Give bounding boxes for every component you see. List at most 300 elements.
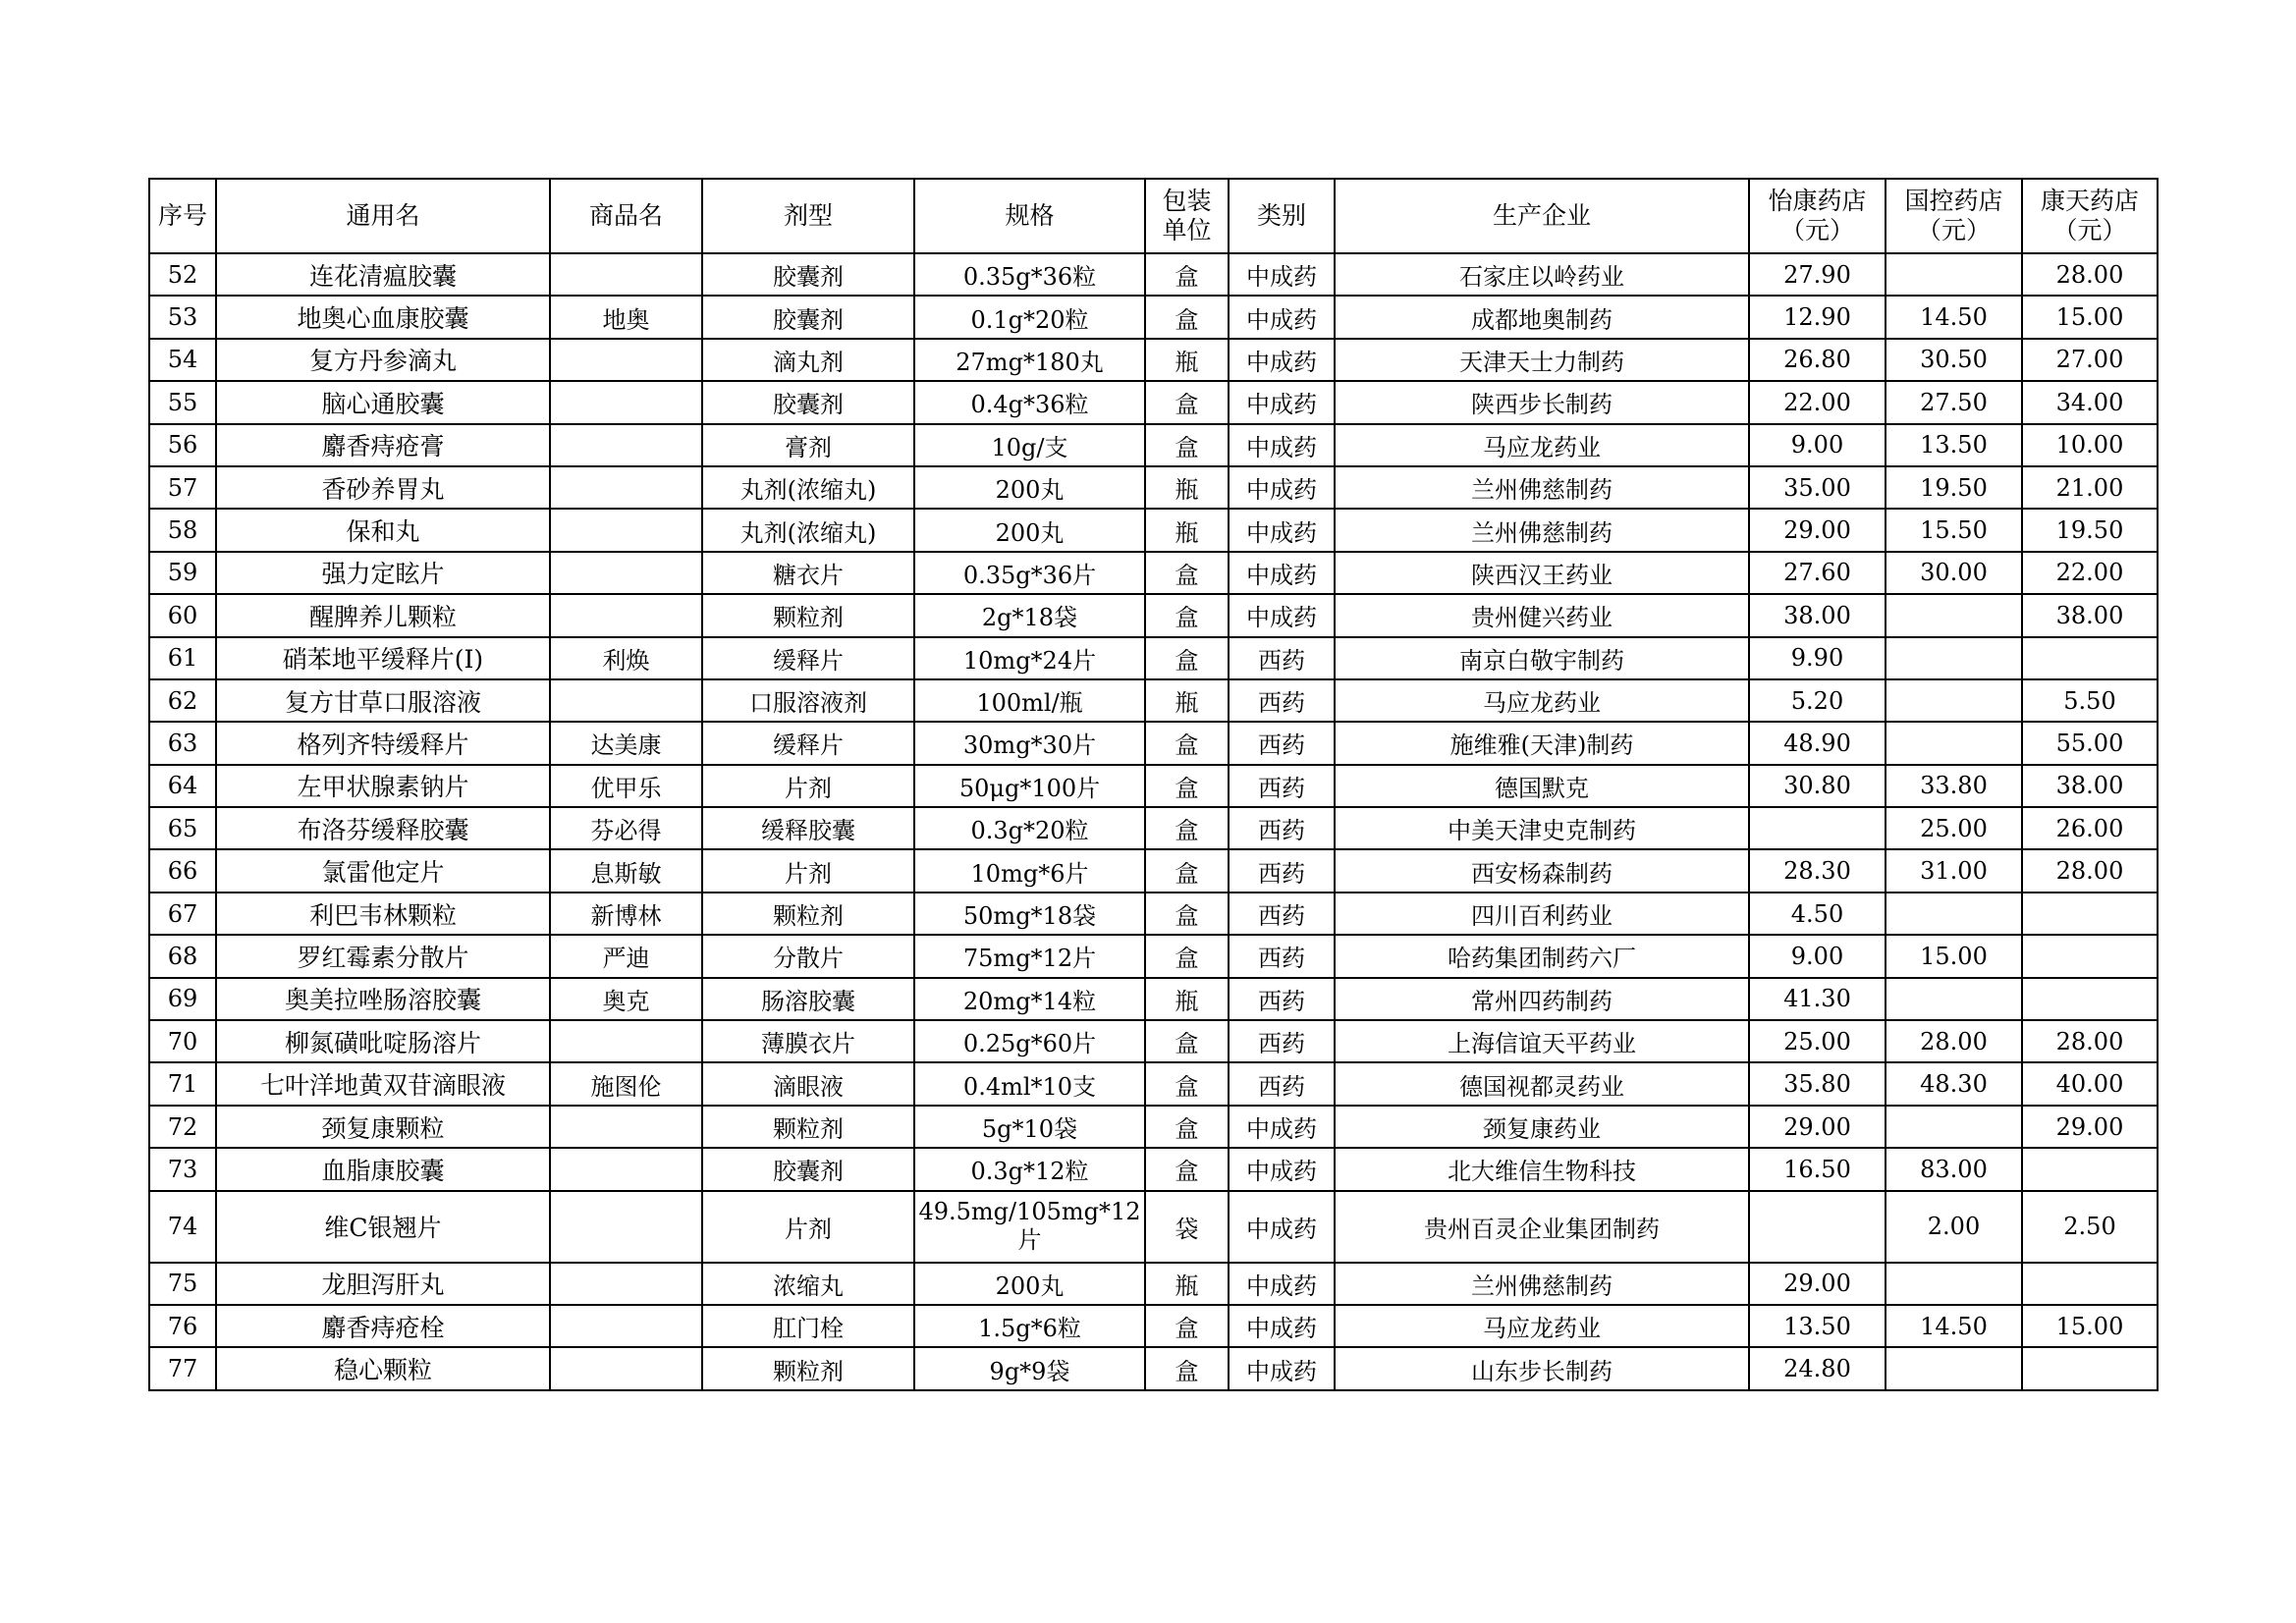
cell-brand-name (550, 1191, 702, 1263)
cell-unit: 盒 (1145, 296, 1229, 338)
column-header-price-yikang: 怡康药店 （元） (1749, 179, 1886, 253)
cell-spec: 9g*9袋 (914, 1347, 1145, 1389)
cell-generic-name: 复方丹参滴丸 (216, 339, 550, 381)
cell-price-kangtian (2022, 935, 2158, 977)
cell-generic-name: 血脂康胶囊 (216, 1148, 550, 1190)
cell-price-yikang: 30.80 (1749, 765, 1886, 807)
cell-dosage-form: 片剂 (702, 1191, 914, 1263)
cell-brand-name: 新博林 (550, 893, 702, 935)
cell-spec: 200丸 (914, 466, 1145, 509)
cell-category: 中成药 (1229, 1263, 1335, 1305)
cell-spec: 50μg*100片 (914, 765, 1145, 807)
cell-manufacturer: 北大维信生物科技 (1335, 1148, 1749, 1190)
table-row (149, 339, 2158, 381)
cell-brand-name: 芬必得 (550, 807, 702, 849)
cell-spec: 10mg*6片 (914, 849, 1145, 892)
cell-dosage-form: 胶囊剂 (702, 253, 914, 296)
cell-price-kangtian (2022, 978, 2158, 1020)
column-header-spec: 规格 (914, 179, 1145, 253)
cell-manufacturer: 西安杨森制药 (1335, 849, 1749, 892)
cell-price-kangtian: 34.00 (2022, 381, 2158, 423)
cell-price-yikang: 9.90 (1749, 637, 1886, 679)
cell-spec: 0.4g*36粒 (914, 381, 1145, 423)
cell-spec: 20mg*14粒 (914, 978, 1145, 1020)
drug-price-table (148, 178, 2159, 1391)
cell-price-guokong: 15.50 (1886, 509, 2022, 551)
cell-no: 63 (149, 722, 216, 764)
cell-manufacturer: 马应龙药业 (1335, 424, 1749, 466)
cell-generic-name: 布洛芬缓释胶囊 (216, 807, 550, 849)
table-row (149, 552, 2158, 594)
cell-no: 68 (149, 935, 216, 977)
cell-no: 67 (149, 893, 216, 935)
cell-price-yikang: 16.50 (1749, 1148, 1886, 1190)
cell-brand-name (550, 253, 702, 296)
cell-no: 62 (149, 679, 216, 722)
cell-dosage-form: 缓释片 (702, 637, 914, 679)
cell-unit: 瓶 (1145, 978, 1229, 1020)
cell-no: 52 (149, 253, 216, 296)
column-header-no: 序号 (149, 179, 216, 253)
cell-unit: 盒 (1145, 1347, 1229, 1389)
cell-price-kangtian: 21.00 (2022, 466, 2158, 509)
cell-price-guokong (1886, 978, 2022, 1020)
cell-unit: 盒 (1145, 381, 1229, 423)
cell-price-kangtian: 15.00 (2022, 1305, 2158, 1347)
cell-dosage-form: 颗粒剂 (702, 1347, 914, 1389)
cell-category: 西药 (1229, 1062, 1335, 1105)
cell-category: 中成药 (1229, 1106, 1335, 1148)
cell-no: 64 (149, 765, 216, 807)
cell-brand-name (550, 381, 702, 423)
cell-price-kangtian: 26.00 (2022, 807, 2158, 849)
cell-price-kangtian: 22.00 (2022, 552, 2158, 594)
cell-price-guokong: 14.50 (1886, 296, 2022, 338)
cell-unit: 瓶 (1145, 679, 1229, 722)
cell-generic-name: 利巴韦林颗粒 (216, 893, 550, 935)
cell-manufacturer: 兰州佛慈制药 (1335, 466, 1749, 509)
cell-spec: 10mg*24片 (914, 637, 1145, 679)
cell-dosage-form: 片剂 (702, 765, 914, 807)
cell-price-guokong (1886, 1347, 2022, 1389)
cell-dosage-form: 颗粒剂 (702, 594, 914, 636)
table-row (149, 1062, 2158, 1105)
cell-price-guokong: 27.50 (1886, 381, 2022, 423)
cell-unit: 盒 (1145, 722, 1229, 764)
column-header-generic-name: 通用名 (216, 179, 550, 253)
cell-generic-name: 颈复康颗粒 (216, 1106, 550, 1148)
cell-brand-name: 优甲乐 (550, 765, 702, 807)
cell-price-guokong: 25.00 (1886, 807, 2022, 849)
table-row (149, 765, 2158, 807)
cell-price-kangtian: 38.00 (2022, 594, 2158, 636)
cell-price-guokong (1886, 722, 2022, 764)
cell-price-kangtian: 15.00 (2022, 296, 2158, 338)
table-row (149, 893, 2158, 935)
cell-brand-name: 严迪 (550, 935, 702, 977)
cell-category: 西药 (1229, 849, 1335, 892)
cell-price-guokong (1886, 679, 2022, 722)
cell-price-guokong: 15.00 (1886, 935, 2022, 977)
cell-brand-name (550, 466, 702, 509)
cell-generic-name: 麝香痔疮栓 (216, 1305, 550, 1347)
cell-category: 中成药 (1229, 466, 1335, 509)
cell-dosage-form: 胶囊剂 (702, 296, 914, 338)
cell-spec: 5g*10袋 (914, 1106, 1145, 1148)
cell-manufacturer: 德国视都灵药业 (1335, 1062, 1749, 1105)
cell-price-kangtian (2022, 637, 2158, 679)
cell-price-yikang: 24.80 (1749, 1347, 1886, 1389)
cell-no: 65 (149, 807, 216, 849)
cell-manufacturer: 天津天士力制药 (1335, 339, 1749, 381)
cell-no: 75 (149, 1263, 216, 1305)
table-row (149, 253, 2158, 296)
column-header-category: 类别 (1229, 179, 1335, 253)
cell-spec: 0.4ml*10支 (914, 1062, 1145, 1105)
cell-generic-name: 醒脾养儿颗粒 (216, 594, 550, 636)
cell-price-yikang (1749, 807, 1886, 849)
cell-brand-name (550, 424, 702, 466)
cell-dosage-form: 胶囊剂 (702, 1148, 914, 1190)
cell-dosage-form: 肛门栓 (702, 1305, 914, 1347)
cell-price-guokong (1886, 1263, 2022, 1305)
cell-price-yikang: 35.80 (1749, 1062, 1886, 1105)
cell-spec: 100ml/瓶 (914, 679, 1145, 722)
cell-no: 70 (149, 1020, 216, 1062)
cell-generic-name: 龙胆泻肝丸 (216, 1263, 550, 1305)
cell-price-yikang: 9.00 (1749, 935, 1886, 977)
table-row (149, 1305, 2158, 1347)
cell-spec: 0.35g*36粒 (914, 253, 1145, 296)
cell-price-kangtian (2022, 1148, 2158, 1190)
cell-price-guokong: 48.30 (1886, 1062, 2022, 1105)
cell-price-yikang: 27.90 (1749, 253, 1886, 296)
cell-unit: 盒 (1145, 1305, 1229, 1347)
cell-no: 60 (149, 594, 216, 636)
cell-price-guokong: 2.00 (1886, 1191, 2022, 1263)
cell-generic-name: 奥美拉唑肠溶胶囊 (216, 978, 550, 1020)
cell-generic-name: 硝苯地平缓释片(Ⅰ) (216, 637, 550, 679)
cell-spec: 75mg*12片 (914, 935, 1145, 977)
cell-generic-name: 麝香痔疮膏 (216, 424, 550, 466)
cell-unit: 盒 (1145, 424, 1229, 466)
cell-brand-name (550, 552, 702, 594)
cell-unit: 盒 (1145, 1148, 1229, 1190)
cell-price-kangtian (2022, 1263, 2158, 1305)
cell-manufacturer: 马应龙药业 (1335, 679, 1749, 722)
cell-price-yikang: 26.80 (1749, 339, 1886, 381)
cell-dosage-form: 片剂 (702, 849, 914, 892)
cell-manufacturer: 马应龙药业 (1335, 1305, 1749, 1347)
cell-generic-name: 强力定眩片 (216, 552, 550, 594)
cell-dosage-form: 分散片 (702, 935, 914, 977)
column-header-price-kangtian: 康天药店 （元） (2022, 179, 2158, 253)
cell-price-kangtian: 19.50 (2022, 509, 2158, 551)
cell-price-kangtian (2022, 893, 2158, 935)
table-row (149, 296, 2158, 338)
table-row (149, 381, 2158, 423)
cell-dosage-form: 胶囊剂 (702, 381, 914, 423)
cell-price-yikang: 38.00 (1749, 594, 1886, 636)
cell-brand-name (550, 1020, 702, 1062)
cell-category: 西药 (1229, 637, 1335, 679)
cell-dosage-form: 浓缩丸 (702, 1263, 914, 1305)
cell-generic-name: 连花清瘟胶囊 (216, 253, 550, 296)
cell-price-kangtian: 5.50 (2022, 679, 2158, 722)
cell-price-yikang: 4.50 (1749, 893, 1886, 935)
cell-price-kangtian: 2.50 (2022, 1191, 2158, 1263)
cell-price-yikang: 9.00 (1749, 424, 1886, 466)
cell-manufacturer: 贵州百灵企业集团制药 (1335, 1191, 1749, 1263)
cell-dosage-form: 缓释胶囊 (702, 807, 914, 849)
cell-generic-name: 柳氮磺吡啶肠溶片 (216, 1020, 550, 1062)
cell-price-kangtian: 55.00 (2022, 722, 2158, 764)
table-row (149, 1191, 2158, 1263)
cell-manufacturer: 德国默克 (1335, 765, 1749, 807)
cell-generic-name: 稳心颗粒 (216, 1347, 550, 1389)
cell-no: 59 (149, 552, 216, 594)
cell-unit: 盒 (1145, 1062, 1229, 1105)
cell-price-guokong: 14.50 (1886, 1305, 2022, 1347)
cell-unit: 瓶 (1145, 339, 1229, 381)
cell-category: 中成药 (1229, 552, 1335, 594)
cell-price-yikang: 29.00 (1749, 1263, 1886, 1305)
cell-brand-name: 息斯敏 (550, 849, 702, 892)
table-row (149, 594, 2158, 636)
cell-unit: 盒 (1145, 1106, 1229, 1148)
cell-unit: 瓶 (1145, 466, 1229, 509)
cell-price-yikang: 48.90 (1749, 722, 1886, 764)
cell-no: 61 (149, 637, 216, 679)
cell-dosage-form: 糖衣片 (702, 552, 914, 594)
cell-price-kangtian: 28.00 (2022, 253, 2158, 296)
cell-price-guokong (1886, 1106, 2022, 1148)
cell-manufacturer: 山东步长制药 (1335, 1347, 1749, 1389)
cell-price-kangtian: 28.00 (2022, 1020, 2158, 1062)
table-row (149, 807, 2158, 849)
cell-brand-name: 利焕 (550, 637, 702, 679)
cell-unit: 盒 (1145, 637, 1229, 679)
cell-spec: 1.5g*6粒 (914, 1305, 1145, 1347)
cell-category: 西药 (1229, 765, 1335, 807)
cell-generic-name: 格列齐特缓释片 (216, 722, 550, 764)
cell-manufacturer: 哈药集团制药六厂 (1335, 935, 1749, 977)
table-row (149, 424, 2158, 466)
cell-brand-name: 施图伦 (550, 1062, 702, 1105)
cell-price-yikang: 12.90 (1749, 296, 1886, 338)
cell-price-yikang: 29.00 (1749, 509, 1886, 551)
cell-brand-name (550, 1148, 702, 1190)
cell-dosage-form: 滴眼液 (702, 1062, 914, 1105)
cell-price-guokong: 13.50 (1886, 424, 2022, 466)
cell-unit: 盒 (1145, 594, 1229, 636)
cell-category: 西药 (1229, 1020, 1335, 1062)
cell-category: 西药 (1229, 807, 1335, 849)
cell-spec: 0.3g*12粒 (914, 1148, 1145, 1190)
cell-price-yikang: 27.60 (1749, 552, 1886, 594)
cell-price-kangtian: 38.00 (2022, 765, 2158, 807)
cell-brand-name (550, 509, 702, 551)
cell-unit: 袋 (1145, 1191, 1229, 1263)
cell-brand-name (550, 594, 702, 636)
cell-price-guokong: 28.00 (1886, 1020, 2022, 1062)
cell-category: 中成药 (1229, 1347, 1335, 1389)
cell-spec: 50mg*18袋 (914, 893, 1145, 935)
cell-unit: 瓶 (1145, 1263, 1229, 1305)
column-header-dosage-form: 剂型 (702, 179, 914, 253)
cell-category: 西药 (1229, 935, 1335, 977)
cell-generic-name: 复方甘草口服溶液 (216, 679, 550, 722)
cell-category: 中成药 (1229, 381, 1335, 423)
cell-no: 55 (149, 381, 216, 423)
cell-dosage-form: 薄膜衣片 (702, 1020, 914, 1062)
cell-manufacturer: 上海信谊天平药业 (1335, 1020, 1749, 1062)
cell-dosage-form: 肠溶胶囊 (702, 978, 914, 1020)
cell-brand-name (550, 1263, 702, 1305)
cell-price-guokong: 30.00 (1886, 552, 2022, 594)
cell-category: 中成药 (1229, 1191, 1335, 1263)
cell-spec: 0.35g*36片 (914, 552, 1145, 594)
table-row (149, 1347, 2158, 1389)
cell-unit: 盒 (1145, 893, 1229, 935)
table-row (149, 849, 2158, 892)
cell-spec: 200丸 (914, 509, 1145, 551)
cell-unit: 盒 (1145, 552, 1229, 594)
cell-manufacturer: 施维雅(天津)制药 (1335, 722, 1749, 764)
cell-no: 76 (149, 1305, 216, 1347)
cell-manufacturer: 陕西汉王药业 (1335, 552, 1749, 594)
cell-brand-name (550, 339, 702, 381)
cell-price-kangtian: 29.00 (2022, 1106, 2158, 1148)
cell-brand-name: 地奥 (550, 296, 702, 338)
cell-dosage-form: 颗粒剂 (702, 893, 914, 935)
cell-price-guokong: 31.00 (1886, 849, 2022, 892)
cell-generic-name: 七叶洋地黄双苷滴眼液 (216, 1062, 550, 1105)
table-header (149, 179, 2158, 253)
cell-no: 71 (149, 1062, 216, 1105)
cell-price-guokong: 19.50 (1886, 466, 2022, 509)
cell-generic-name: 脑心通胶囊 (216, 381, 550, 423)
cell-price-kangtian: 28.00 (2022, 849, 2158, 892)
cell-price-yikang: 28.30 (1749, 849, 1886, 892)
cell-manufacturer: 石家庄以岭药业 (1335, 253, 1749, 296)
cell-unit: 盒 (1145, 1020, 1229, 1062)
cell-manufacturer: 常州四药制药 (1335, 978, 1749, 1020)
cell-category: 中成药 (1229, 339, 1335, 381)
cell-category: 西药 (1229, 722, 1335, 764)
cell-dosage-form: 丸剂(浓缩丸) (702, 466, 914, 509)
cell-spec: 2g*18袋 (914, 594, 1145, 636)
cell-brand-name (550, 679, 702, 722)
cell-no: 56 (149, 424, 216, 466)
cell-brand-name (550, 1347, 702, 1389)
table-row (149, 466, 2158, 509)
cell-no: 54 (149, 339, 216, 381)
cell-dosage-form: 丸剂(浓缩丸) (702, 509, 914, 551)
cell-price-kangtian: 10.00 (2022, 424, 2158, 466)
cell-price-guokong: 83.00 (1886, 1148, 2022, 1190)
cell-category: 中成药 (1229, 296, 1335, 338)
cell-price-kangtian: 40.00 (2022, 1062, 2158, 1105)
cell-manufacturer: 四川百利药业 (1335, 893, 1749, 935)
cell-unit: 瓶 (1145, 509, 1229, 551)
cell-spec: 0.1g*20粒 (914, 296, 1145, 338)
cell-manufacturer: 陕西步长制药 (1335, 381, 1749, 423)
column-header-price-guokong: 国控药店 （元） (1886, 179, 2022, 253)
cell-generic-name: 左甲状腺素钠片 (216, 765, 550, 807)
cell-price-guokong (1886, 893, 2022, 935)
cell-no: 73 (149, 1148, 216, 1190)
cell-dosage-form: 滴丸剂 (702, 339, 914, 381)
table-row (149, 935, 2158, 977)
cell-price-yikang: 13.50 (1749, 1305, 1886, 1347)
table-row (149, 509, 2158, 551)
table-row (149, 1106, 2158, 1148)
cell-unit: 盒 (1145, 849, 1229, 892)
cell-price-guokong (1886, 253, 2022, 296)
table-row (149, 978, 2158, 1020)
cell-category: 中成药 (1229, 1148, 1335, 1190)
cell-price-guokong: 33.80 (1886, 765, 2022, 807)
cell-brand-name: 奥克 (550, 978, 702, 1020)
cell-spec: 30mg*30片 (914, 722, 1145, 764)
cell-manufacturer: 兰州佛慈制药 (1335, 1263, 1749, 1305)
cell-manufacturer: 兰州佛慈制药 (1335, 509, 1749, 551)
column-header-brand-name: 商品名 (550, 179, 702, 253)
table-row (149, 679, 2158, 722)
cell-spec: 10g/支 (914, 424, 1145, 466)
table-row (149, 1263, 2158, 1305)
cell-no: 69 (149, 978, 216, 1020)
cell-price-yikang: 22.00 (1749, 381, 1886, 423)
table-row (149, 1148, 2158, 1190)
cell-generic-name: 保和丸 (216, 509, 550, 551)
cell-spec: 27mg*180丸 (914, 339, 1145, 381)
cell-spec: 0.3g*20粒 (914, 807, 1145, 849)
cell-no: 74 (149, 1191, 216, 1263)
table-row (149, 637, 2158, 679)
header-row (149, 179, 2158, 253)
cell-price-yikang: 29.00 (1749, 1106, 1886, 1148)
cell-generic-name: 香砂养胃丸 (216, 466, 550, 509)
cell-unit: 盒 (1145, 253, 1229, 296)
cell-category: 中成药 (1229, 1305, 1335, 1347)
cell-generic-name: 罗红霉素分散片 (216, 935, 550, 977)
table-body (149, 253, 2158, 1390)
cell-brand-name (550, 1305, 702, 1347)
cell-price-yikang: 25.00 (1749, 1020, 1886, 1062)
cell-manufacturer: 颈复康药业 (1335, 1106, 1749, 1148)
cell-category: 中成药 (1229, 424, 1335, 466)
cell-category: 中成药 (1229, 253, 1335, 296)
cell-manufacturer: 南京白敬宇制药 (1335, 637, 1749, 679)
cell-brand-name: 达美康 (550, 722, 702, 764)
cell-generic-name: 氯雷他定片 (216, 849, 550, 892)
cell-category: 西药 (1229, 978, 1335, 1020)
cell-price-yikang: 5.20 (1749, 679, 1886, 722)
cell-unit: 盒 (1145, 935, 1229, 977)
cell-no: 53 (149, 296, 216, 338)
cell-price-guokong: 30.50 (1886, 339, 2022, 381)
cell-price-kangtian: 27.00 (2022, 339, 2158, 381)
cell-no: 58 (149, 509, 216, 551)
cell-dosage-form: 颗粒剂 (702, 1106, 914, 1148)
table-row (149, 1020, 2158, 1062)
cell-dosage-form: 缓释片 (702, 722, 914, 764)
cell-category: 西药 (1229, 893, 1335, 935)
cell-category: 西药 (1229, 679, 1335, 722)
cell-brand-name (550, 1106, 702, 1148)
